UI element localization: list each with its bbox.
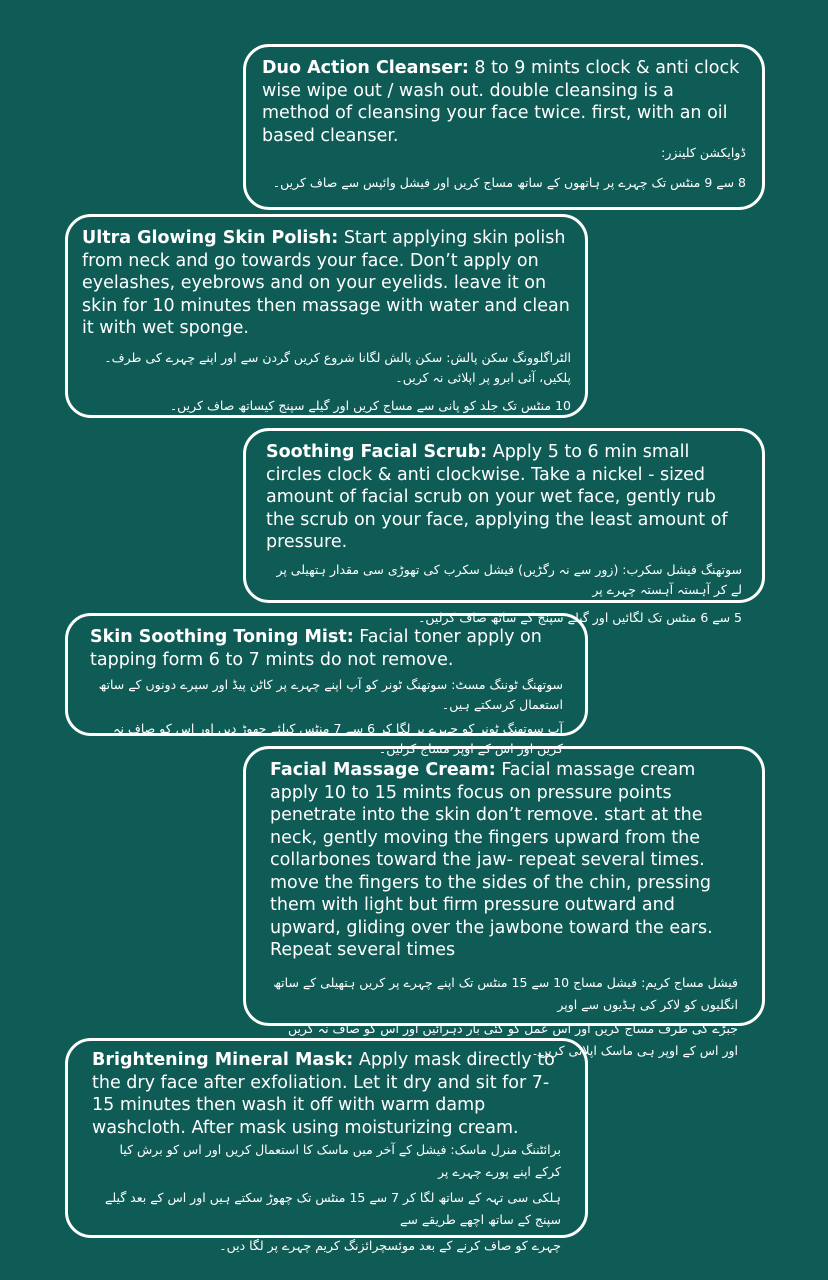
urdu-line: 10 منٹس تک جلد کو پانی سے مساج کریں اور گیلے سپنج کیساتھ صاف کریں۔	[169, 397, 571, 413]
urdu-line: جبڑے کی طرف مساج کریں اور اس عمل کو کئی بار دہرائیں اور اس کو صاف نہ کریں اور اس کے اوپر ہی ماسک اپلائی کریں۔	[287, 1020, 738, 1058]
card-english-text	[266, 441, 742, 554]
soothing-facial-scrub-card	[243, 428, 765, 625]
card-english-text	[82, 227, 571, 340]
card-body: Apply mask directly to the dry face after exfoliation. Let it dry and sit for 7-15 minutes then wash it off with warm damp washcloth. After mask using moisturizing cream.	[92, 1050, 555, 1138]
ultra-glowing-skin-polish-card	[65, 214, 588, 418]
duo-action-cleanser-card	[243, 44, 765, 210]
urdu-line: چہرے کو صاف کرنے کے بعد موئسچرائزنگ کریم چہرے پر لگا دیں۔	[219, 1238, 561, 1253]
card-english-text	[270, 759, 738, 939]
card-title: Ultra Glowing Skin Polish:	[82, 228, 339, 248]
urdu-line: الٹراگلوونگ سکن پالش: سکن پالش لگانا شروع کریں گردن سے اور اپنے چہرے کی طرف۔ پلکیں، آئی ابرو پر اپلائی نہ کریں۔	[104, 349, 571, 385]
card-english-text	[262, 57, 746, 147]
urdu-line: برائٹننگ منرل ماسک: فیشل کے آخر میں ماسک کا استعمال کریں اور اس کو برش کیا کرکے اپنے پورے چہرے پر	[119, 1142, 561, 1179]
card-title: Soothing Facial Scrub:	[266, 442, 488, 462]
card-title: Brightening Mineral Mask:	[92, 1050, 354, 1070]
urdu-line: ہلکی سی تہہ کے ساتھ لگا کر 7 سے 15 منٹس تک چھوڑ سکتے ہیں اور اس کے بعد گیلے سپنج کے ساتھ اچھے طریقے سے	[105, 1190, 561, 1227]
card-title: Facial Massage Cream:	[270, 760, 496, 780]
card-body-extra: Repeat several times	[270, 940, 456, 960]
card-body: Facial toner apply on tapping form 6 to 7 mints do not remove.	[90, 627, 542, 670]
urdu-line: 8 سے 9 منٹس تک چہرے پر ہاتھوں کے ساتھ مساج کریں اور فیشل وائپس سے صاف کریں۔	[272, 175, 746, 190]
card-english-text	[92, 1049, 561, 1139]
card-english-text	[90, 626, 563, 671]
card-title: Duo Action Cleanser:	[262, 58, 469, 78]
facial-massage-cream-card	[243, 746, 765, 1058]
urdu-line: فیشل مساج کریم: فیشل مساج 10 سے 15 منٹس تک اپنے چہرے پر کریں ہتھیلی کے ساتھ انگلیوں کو لاکر کی ہڈیوں سے اوپر	[273, 974, 738, 1012]
skin-soothing-toning-mist-card	[65, 613, 588, 756]
urdu-line: آپ سوتھنگ ٹونر کو چہرے پر لگا کر 6 سے 7 منٹس کیلئے چھوڑ دیں اور اس کو صاف نہ کریں اور اس کے اوپر مساج کرلیں۔	[113, 721, 563, 756]
card-body: Apply 5 to 6 min small circles clock & anti clockwise. Take a nickel - sized amount of facial scrub on your wet face, gently rub the scrub on your face, applying the least amount of pressure.	[266, 442, 728, 552]
urdu-line: 5 سے 6 منٹس تک لگائیں اور گیلے سپنج کے ساتھ صاف کرلیں۔	[418, 609, 742, 625]
card-body: 8 to 9 mints clock & anti clock wise wipe out / wash out. double cleansing is a method of cleansing your face twice. first, with an oil based cleanser.	[262, 58, 740, 146]
brightening-mineral-mask-card	[65, 1038, 588, 1253]
urdu-line: ڈوایکشن کلینزر:	[661, 145, 746, 160]
card-body: Facial massage cream apply 10 to 15 mints focus on pressure points penetrate into the skin don’t remove. start at the neck, gently moving the fingers upward from the collarbones toward the jaw- repeat several times. move the fingers to the sides of the chin, pressing them with light but firm pressure outward and upward, gliding over the jawbone toward the ears.	[270, 760, 713, 938]
card-body: Start applying skin polish from neck and go towards your face. Don’t apply on eyelashes, eyebrows and on your eyelids. leave it on skin for 10 minutes then massage with water and clean it with wet sponge.	[82, 228, 570, 338]
card-title: Skin Soothing Toning Mist:	[90, 627, 354, 647]
urdu-line: سوتھنگ ٹوننگ مسٹ: سوتھنگ ٹونر کو آپ اپنے چہرے پر کاٹن پیڈ اور سپرے دونوں کے ساتھ استعمال کرسکتے ہیں۔	[98, 677, 563, 712]
urdu-line: سوتھنگ فیشل سکرب: (زور سے نہ رگڑیں) فیشل سکرب کی تھوڑی سی مقدار ہتھیلی پر لے کر آہستہ آہستہ چہرے پر	[276, 561, 742, 597]
